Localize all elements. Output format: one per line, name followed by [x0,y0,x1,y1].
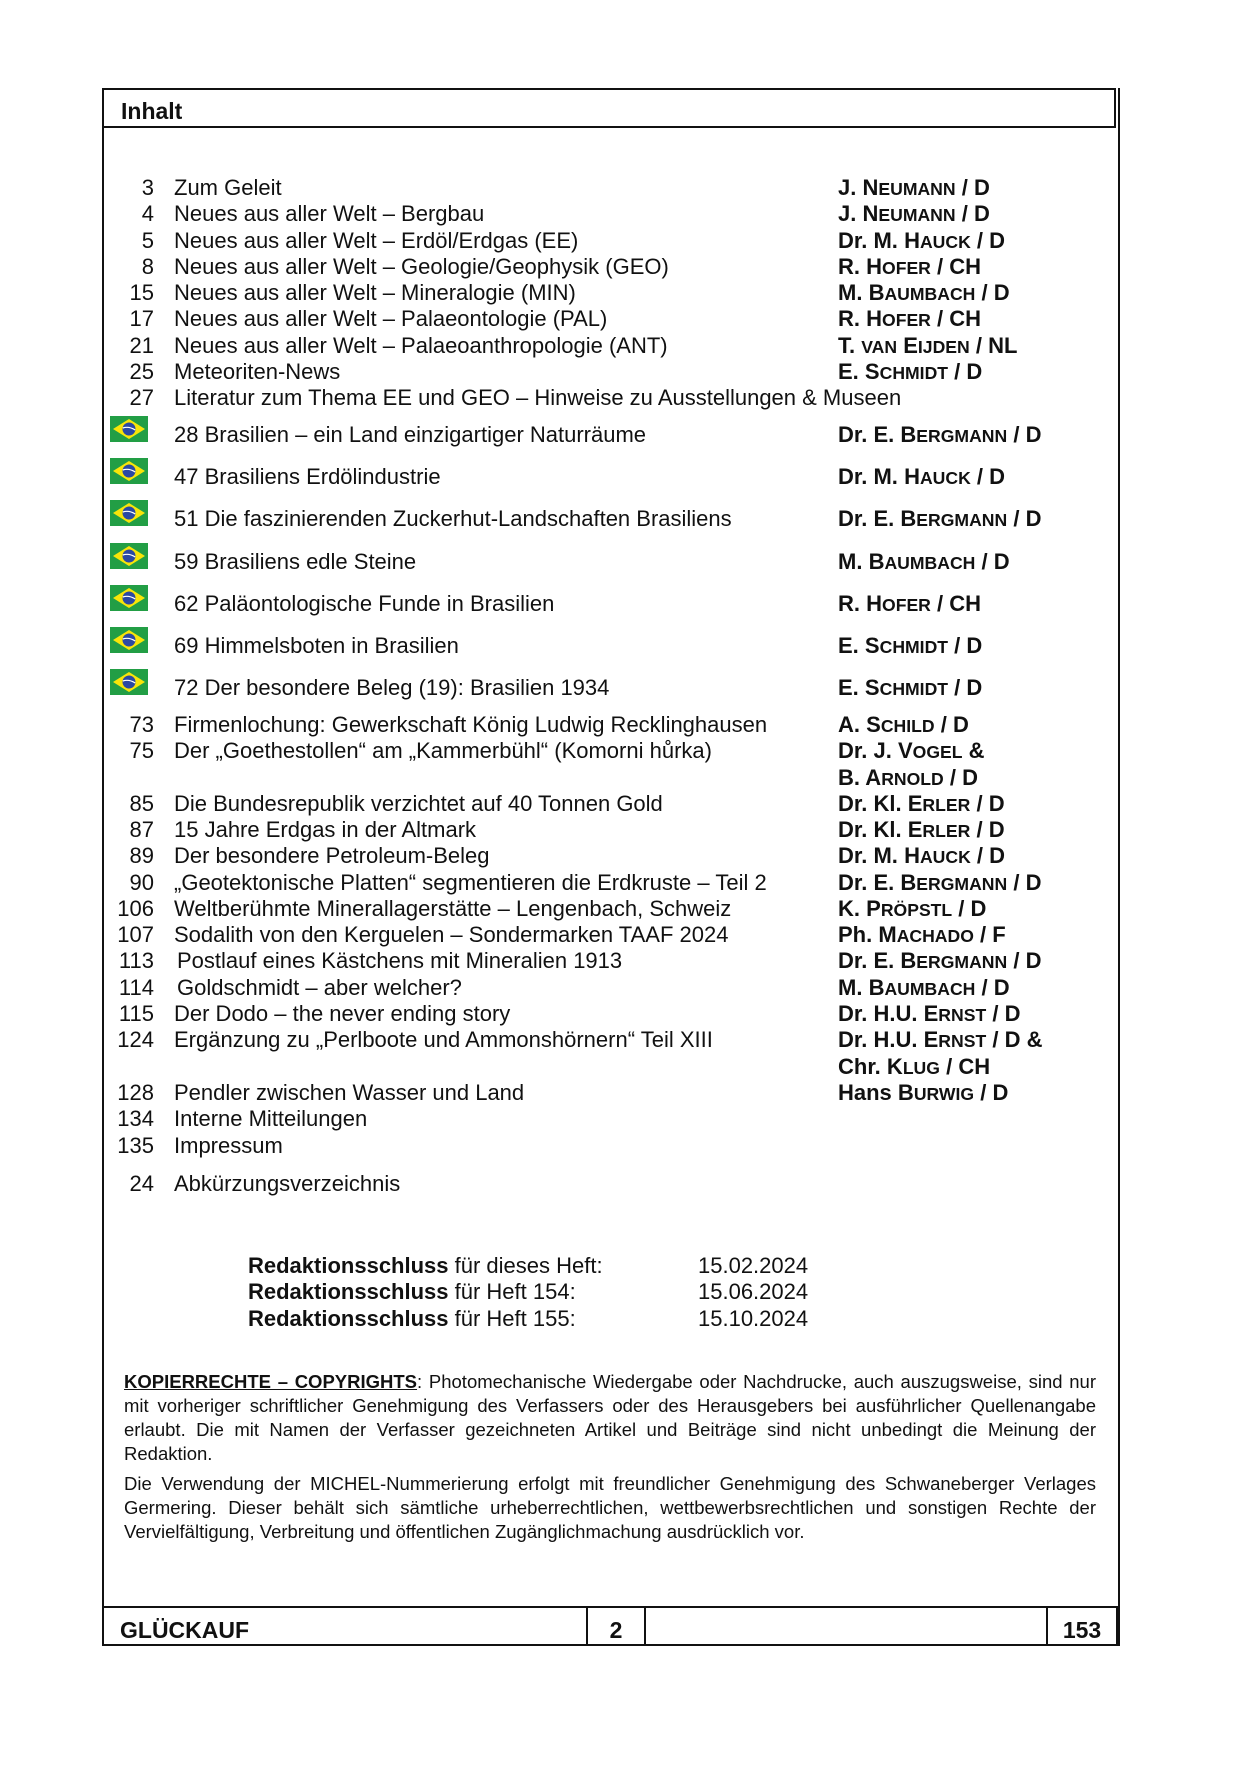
toc-page-number: 75 [129,738,154,764]
toc-row [112,500,1112,542]
toc-page-number: 85 [129,790,154,816]
toc-row [112,1001,1112,1027]
toc-title: Der Dodo – the never ending story [174,1001,511,1027]
toc-page-number: 8 [141,253,154,279]
toc-page-number: 114 [118,974,154,1000]
toc-title: Der „Goethestollen“ am „Kammerbühl“ (Komorni hůrka) [174,738,712,764]
deadline-label: Redaktionsschluss für dieses Heft: [248,1253,603,1278]
toc-title: Zum Geleit [174,175,282,200]
toc-title: Sodalith von den Kerguelen – Sondermarken TAAF 2024 [174,922,729,948]
toc-author: R. HOFER / CH [838,590,982,616]
toc-row [112,1080,1112,1106]
toc-page-number: 17 [129,306,154,332]
toc-row [112,1027,1112,1080]
toc-row [112,669,1112,711]
toc-row [112,791,1112,817]
toc-row [112,1171,1112,1197]
toc-row [112,896,1112,922]
deadline-label: Redaktionsschluss für Heft 155: [248,1305,576,1331]
toc-author: A. SCHILD / D [838,711,969,737]
brazil-flag-icon [110,669,148,695]
toc-row [112,333,1112,359]
toc-author: Dr. Kl. ERLER / D [838,816,1005,842]
toc-author: Dr. M. HAUCK / D [838,843,1006,869]
toc-row [112,175,1112,201]
toc-title: Literatur zum Thema EE und GEO – Hinweise zu Ausstellungen & Museen [174,385,902,411]
toc-page-number: 107 [117,922,154,948]
toc-author: Dr. H.U. ERNST / D [838,1001,1021,1027]
toc-title: Ergänzung zu „Perlboote und Ammonshörnern“ Teil XIII [174,1027,713,1053]
toc-row [112,585,1112,627]
toc-author: E. SCHMIDT / D [838,359,983,385]
toc-author: Dr. M. HAUCK / D [838,227,1006,253]
toc-page-number: 4 [141,201,154,227]
toc-author: J. NEUMANN / D [838,201,990,227]
toc-row [112,843,1112,869]
toc-row [112,458,1112,500]
toc-row [112,817,1112,843]
toc-title: „Geotektonische Platten“ segmentieren die Erdkruste – Teil 2 [174,869,767,895]
toc-title: 69 Himmelsboten in Brasilien [174,633,459,659]
toc-author: M. BAUMBACH / D [838,548,1010,574]
toc-author: M. BAUMBACH / D [838,280,1010,306]
toc-title: 62 Paläontologische Funde in Brasilien [174,590,555,616]
toc-author: E. SCHMIDT / D [838,633,983,659]
toc-page-number: 21 [129,332,154,358]
toc-row [112,385,1112,411]
toc-author: Dr. J. VOGEL & B. ARNOLD / D [838,738,985,791]
toc-title: Meteoriten-News [174,359,341,385]
toc-title: Impressum [174,1132,283,1158]
toc-author: Ph. MACHADO / F [838,922,1006,948]
brazil-flag-icon [110,627,148,653]
toc-title: 51 Die faszinierenden Zuckerhut-Landschaften Brasiliens [174,506,732,532]
toc-author: E. SCHMIDT / D [838,675,983,701]
footer-blank-cell [646,1608,1048,1644]
brazil-flag-icon [110,543,148,569]
toc-page-number: 24 [129,1170,154,1196]
toc-page-number: 135 [117,1132,154,1158]
brazil-flag-icon [110,585,148,611]
toc-row [112,738,1112,791]
toc-title: Pendler zwischen Wasser und Land [174,1079,525,1105]
toc-row [112,627,1112,669]
toc-page-number: 73 [129,711,154,737]
deadline-date: 15.06.2024 [698,1279,809,1305]
deadline-label: Redaktionsschluss für Heft 154: [248,1279,576,1305]
toc-row [112,201,1112,227]
toc-page-number: 90 [129,869,154,895]
table-of-contents [112,175,1112,1197]
toc-row [112,228,1112,254]
toc-title: Die Bundesrepublik verzichtet auf 40 Tonnen Gold [174,790,663,816]
toc-title: Abkürzungsverzeichnis [174,1170,401,1196]
toc-author: M. BAUMBACH / D [838,974,1010,1000]
deadline-date: 15.02.2024 [698,1253,809,1278]
toc-page-number: 87 [129,816,154,842]
toc-row [112,1133,1112,1159]
toc-author: Dr. E. BERGMANN / D [838,869,1042,895]
brazil-flag-icon [110,458,148,484]
deadline-date: 15.10.2024 [698,1305,809,1331]
toc-row [112,543,1112,585]
toc-row [112,280,1112,306]
toc-title: Weltberühmte Minerallagerstätte – Lengenbach, Schweiz [174,895,732,921]
toc-author: Hans BURWIG / D [838,1079,1009,1105]
toc-title: Neues aus aller Welt – Geologie/Geophysik (GEO) [174,253,669,279]
toc-row [112,1106,1112,1132]
toc-title: 15 Jahre Erdgas in der Altmark [174,816,477,842]
toc-author: Dr. Kl. ERLER / D [838,790,1005,816]
toc-row [112,306,1112,332]
toc-title: 59 Brasiliens edle Steine [174,548,417,574]
toc-page-number: 106 [117,895,154,921]
toc-author: J. NEUMANN / D [838,175,990,200]
toc-row [112,359,1112,385]
toc-page-number: 27 [129,385,154,411]
toc-page-number: 89 [129,843,154,869]
toc-author: Dr. H.U. ERNST / D & Chr. KLUG / CH [838,1027,1043,1080]
toc-page-number: 25 [129,359,154,385]
toc-title: Postlauf eines Kästchens mit Mineralien 1913 [177,948,623,974]
toc-title: 47 Brasiliens Erdölindustrie [174,463,441,489]
toc-title: Neues aus aller Welt – Mineralogie (MIN) [174,280,576,306]
toc-title: Der besondere Petroleum-Beleg [174,843,490,869]
toc-author: T. VAN EIJDEN / NL [838,332,1018,358]
toc-title: Neues aus aller Welt – Erdöl/Erdgas (EE) [174,227,579,253]
toc-page-number: 128 [117,1079,154,1105]
footer-issue-number: 153 [1062,1617,1102,1643]
toc-row [112,975,1112,1001]
copyright-paragraph-2: Die Verwendung der MICHEL-Nummerierung erfolgt mit freundlicher Genehmigung des Schwaneberger Verlages Germering. Dieser behält sich sämtliche urheberrechtlichen, wettbewerbsrechtlichen und sonstigen Rechte der Vervielfältigung, Verbreitung und öffentlichen Zugänglichmachung ausdrücklich vor. [124,1473,1096,1542]
toc-page-number: 115 [118,1001,154,1027]
toc-title: Neues aus aller Welt – Palaeontologie (PAL) [174,306,608,332]
toc-author: K. PRÖPSTL / D [838,895,987,921]
page-footer [102,1606,1118,1646]
footer-magazine: GLÜCKAUF [104,1608,588,1644]
toc-author: Dr. M. HAUCK / D [838,463,1006,489]
toc-row [112,922,1112,948]
toc-page-number: 15 [129,280,154,306]
section-header [102,88,1116,128]
copyright-heading: KOPIERRECHTE – COPYRIGHTS [124,1371,418,1392]
toc-title: Neues aus aller Welt – Palaeoanthropologie (ANT) [174,332,668,358]
toc-page-number: 134 [117,1106,154,1132]
brazil-flag-icon [110,500,148,526]
copyright-paragraph-1 [124,1370,1096,1466]
toc-page-number: 113 [118,948,154,974]
toc-page-number: 124 [117,1027,154,1053]
toc-title: Neues aus aller Welt – Bergbau [174,201,485,227]
toc-author: Dr. E. BERGMANN / D [838,421,1042,447]
toc-row [112,416,1112,458]
copyright-text-1: : Photomechanische Wiedergabe oder Nachdrucke, auch auszugsweise, sind nur mit vorheriger schriftlicher Genehmigung des Verfassers oder des Herausgebers bei ausführlicher Quellenangabe erlaubt. Die mit Namen der Verfasser gezeichneten Artikel und Beiträge sind nicht unbedingt die Meinung der Redaktion. [124,1371,1096,1464]
toc-row [112,712,1112,738]
toc-title: 72 Der besondere Beleg (19): Brasilien 1934 [174,675,610,701]
copyright-notice [124,1370,1096,1550]
footer-page-number: 2 [588,1608,646,1644]
toc-author: Dr. E. BERGMANN / D [838,948,1042,974]
header-title: Inhalt [121,98,183,124]
brazil-flag-icon [110,416,148,442]
toc-author: R. HOFER / CH [838,306,982,332]
toc-page-number: 5 [141,227,154,253]
toc-page-number: 3 [141,175,154,200]
toc-title: Goldschmidt – aber welcher? [177,974,462,1000]
toc-title: Interne Mitteilungen [174,1106,368,1132]
toc-row [112,870,1112,896]
toc-title: Firmenlochung: Gewerkschaft König Ludwig Recklinghausen [174,711,768,737]
toc-row [112,948,1112,974]
toc-author: R. HOFER / CH [838,253,982,279]
toc-author: Dr. E. BERGMANN / D [838,506,1042,532]
toc-row [112,254,1112,280]
toc-title: 28 Brasilien – ein Land einzigartiger Naturräume [174,421,647,447]
